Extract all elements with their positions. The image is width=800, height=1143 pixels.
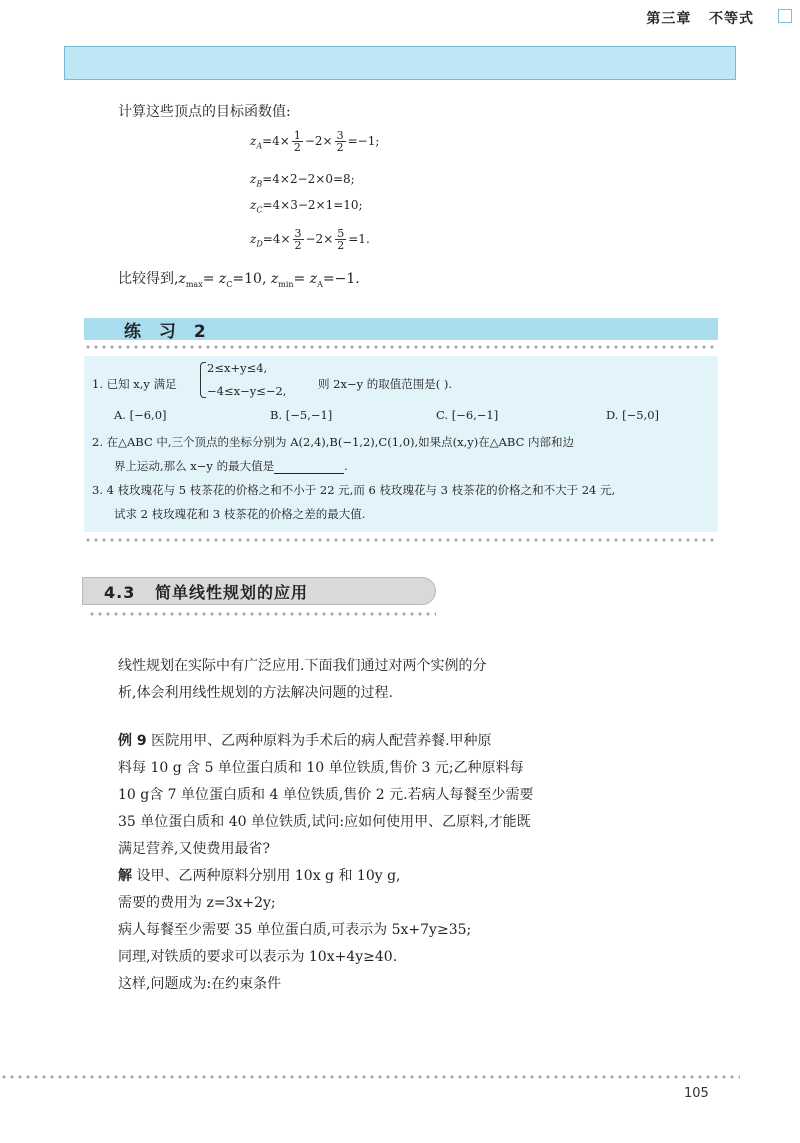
section-title: 4.3 简单线性规划的应用 [104, 583, 309, 602]
question-1-condition-2: −4≤x−y≤−2, [207, 384, 287, 398]
page-number: 105 [684, 1086, 709, 1101]
solution-line-4: 同理,对铁质的要求可以表示为 10x+4y≥40. [118, 949, 398, 965]
footer-dotted-divider [0, 1075, 740, 1079]
z-a-equation: $z_A=4\times$ $\frac{1}{2}$ −2× $\frac{3}{2}$ =−1; [250, 129, 380, 154]
section-dotted-divider [88, 612, 436, 616]
solution-line-1: 解 设甲、乙两种原料分别用 10x g 和 10y g, [118, 868, 401, 884]
chapter-header-band [64, 46, 736, 80]
example-9-line-2: 料每 10 g 含 5 单位蛋白质和 10 单位铁质,售价 3 元;乙种原料每 [118, 760, 524, 776]
solution-line-2: 需要的费用为 z=3x+2y; [118, 895, 276, 911]
system-brace [200, 362, 206, 398]
z-c-equation: $z_C=4\times 3-2\times 1=10$; [250, 198, 363, 215]
calc-intro: 计算这些顶点的目标函数值: [118, 104, 291, 120]
question-3-line-2: 试求 2 枝玫瑰花和 3 枝茶花的价格之差的最大值. [114, 507, 366, 521]
exercise-dotted-divider [84, 345, 718, 349]
question-3-line-1: 3. 4 枝玫瑰花与 5 枝茶花的价格之和不小于 22 元,而 6 枝玫瑰花与 3 枝茶花的价格之和不大于 24 元, [92, 483, 616, 497]
option-b: B. [−5,−1] [270, 408, 333, 422]
question-2-line-1: 2. 在△ABC 中,三个顶点的坐标分别为 A(2,4),B(−1,2),C(1,0),如果点(x,y)在△ABC 内部和边 [92, 435, 575, 449]
solution-line-5: 这样,问题成为:在约束条件 [118, 976, 282, 992]
z-b-equation: $z_B=4\times 2-2\times 0=8$; [250, 172, 355, 189]
answer-blank[interactable] [274, 462, 344, 474]
z-d-equation: $z_D=4\times$ $\frac{3}{2}$ −2× $\frac{5}{2}$ =1. [250, 227, 370, 252]
example-9-line-5: 满足营养,又使费用最省? [118, 841, 270, 857]
option-d: D. [−5,0] [606, 408, 660, 422]
question-1-prefix: 1. 已知 x,y 满足 [92, 377, 177, 391]
option-c: C. [−6,−1] [436, 408, 499, 422]
solution-line-3: 病人每餐至少需要 35 单位蛋白质,可表示为 5x+7y≥35; [118, 922, 472, 938]
exercise-title: 练 习 2 [124, 322, 212, 342]
example-9-line-4: 35 单位蛋白质和 40 单位铁质,试问:应如何使用甲、乙原料,才能既 [118, 814, 531, 830]
header-corner-box [778, 9, 792, 23]
question-1-suffix: 则 2x−y 的取值范围是( ). [318, 377, 453, 391]
chapter-title: 第三章 不等式 [646, 11, 754, 27]
example-9-line-1: 例 9 医院用甲、乙两种原料为手术后的病人配营养餐.甲种原 [118, 733, 492, 749]
option-a: A. [−6,0] [114, 408, 167, 422]
intro-line-2: 析,体会利用线性规划的方法解决问题的过程. [118, 685, 393, 701]
question-1-condition-1: 2≤x+y≤4, [207, 361, 268, 375]
calc-conclusion: 比较得到$,z_{max}= z_C=10$, $z_{min}= z_A=-1$. [118, 271, 360, 289]
example-9-line-3: 10 g含 7 单位蛋白质和 4 单位铁质,售价 2 元.若病人每餐至少需要 [118, 787, 534, 803]
question-2-line-2: 界上运动,那么 x−y 的最大值是 . [114, 459, 348, 473]
intro-line-1: 线性规划在实际中有广泛应用.下面我们通过对两个实例的分 [118, 658, 487, 674]
exercise-bottom-divider [84, 538, 718, 542]
